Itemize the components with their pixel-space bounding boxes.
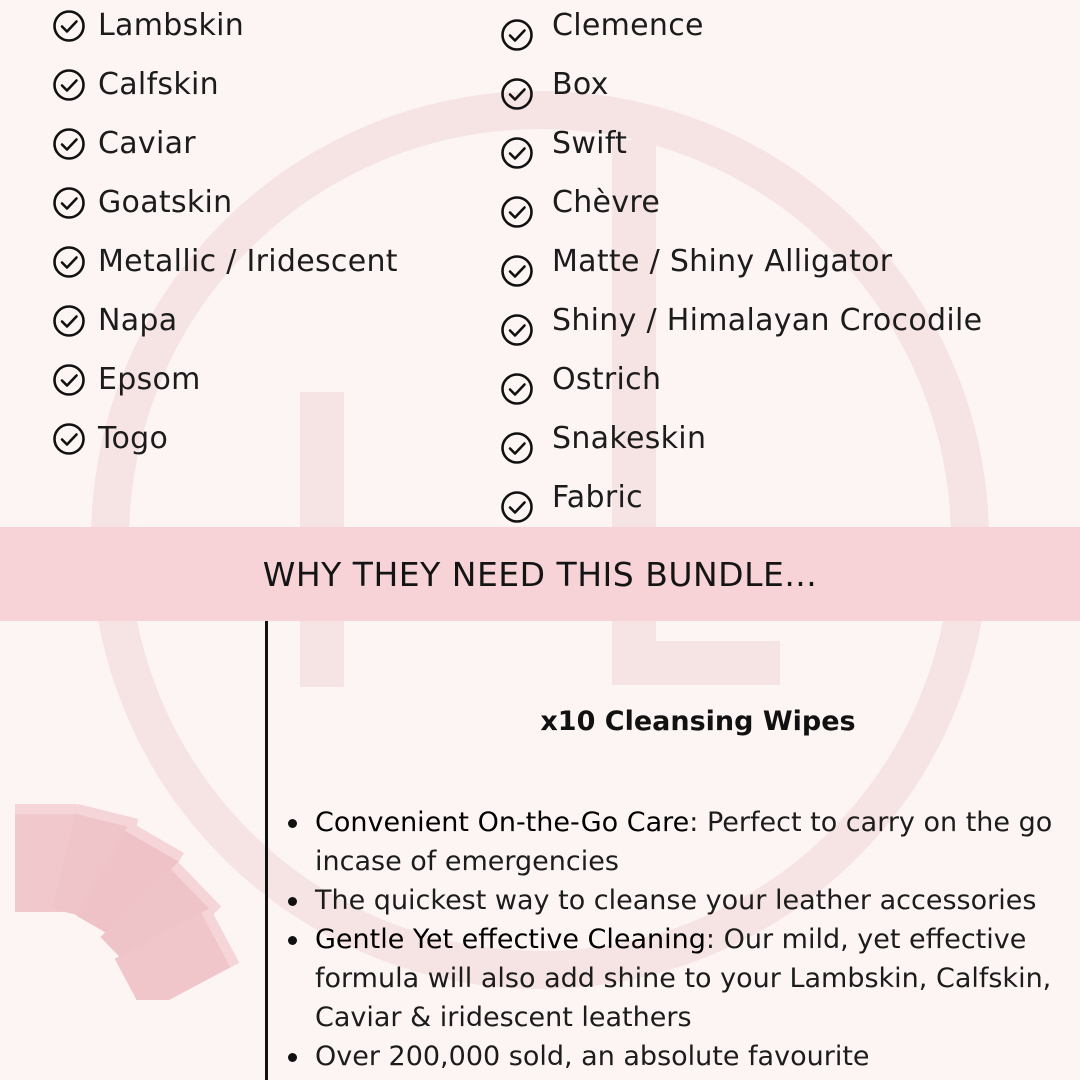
leather-type-label: Metallic / Iridescent [98, 244, 398, 279]
leather-type-label: Napa [98, 303, 178, 338]
check-circle-icon [500, 18, 534, 52]
product-benefits-list [285, 803, 1065, 1076]
check-circle-icon [500, 431, 534, 465]
benefit-item [285, 920, 1065, 1037]
bullet-dot-icon [288, 819, 297, 828]
benefit-item [285, 803, 1065, 881]
check-circle-icon [500, 372, 534, 406]
leather-type-label: Shiny / Himalayan Crocodile [552, 303, 983, 338]
check-circle-icon [52, 186, 86, 220]
leather-type-label: Fabric [552, 480, 643, 515]
check-circle-icon [52, 363, 86, 397]
section-banner [0, 527, 1080, 621]
leather-type-label: Clemence [552, 8, 704, 43]
vertical-divider [265, 621, 268, 1080]
product-title: x10 Cleansing Wipes [540, 706, 856, 737]
leather-type-label: Snakeskin [552, 421, 707, 456]
benefit-item [285, 1037, 1065, 1076]
leather-type-label: Lambskin [98, 8, 245, 43]
benefit-lead: Gentle Yet effective Cleaning [315, 924, 706, 955]
leather-type-label: Swift [552, 126, 628, 161]
check-circle-icon [52, 127, 86, 161]
check-circle-icon [500, 77, 534, 111]
leather-type-label: Box [552, 67, 609, 102]
benefit-text: : Our mild, yet effective formula will also add shine to your Lambskin, Calfskin, Caviar & iridescent leathers [315, 924, 1052, 1033]
bullet-dot-icon [288, 936, 297, 945]
benefit-item [285, 881, 1065, 920]
check-circle-icon [500, 254, 534, 288]
bullet-dot-icon [288, 1053, 297, 1062]
bullet-dot-icon [288, 897, 297, 906]
leather-type-label: Togo [98, 421, 169, 456]
benefit-text: Over 200,000 sold, an absolute favourite [315, 1041, 870, 1072]
check-circle-icon [52, 422, 86, 456]
check-circle-icon [52, 9, 86, 43]
check-circle-icon [500, 136, 534, 170]
leather-type-label: Chèvre [552, 185, 661, 220]
benefit-text: : Perfect to carry on the go incase of emergencies [315, 807, 1053, 877]
check-circle-icon [500, 490, 534, 524]
check-circle-icon [500, 313, 534, 347]
leather-type-label: Epsom [98, 362, 201, 397]
banner-title: WHY THEY NEED THIS BUNDLE... [262, 554, 818, 594]
benefit-text: The quickest way to cleanse your leather accessories [315, 885, 1037, 916]
leather-type-label: Ostrich [552, 362, 662, 397]
leather-type-label: Caviar [98, 126, 196, 161]
check-circle-icon [500, 195, 534, 229]
cleansing-wipes-image [10, 790, 260, 1000]
leather-type-label: Goatskin [98, 185, 233, 220]
check-circle-icon [52, 245, 86, 279]
leather-type-label: Matte / Shiny Alligator [552, 244, 893, 279]
benefit-lead: Convenient On-the-Go Care [315, 807, 690, 838]
check-circle-icon [52, 304, 86, 338]
check-circle-icon [52, 68, 86, 102]
leather-type-label: Calfskin [98, 67, 219, 102]
